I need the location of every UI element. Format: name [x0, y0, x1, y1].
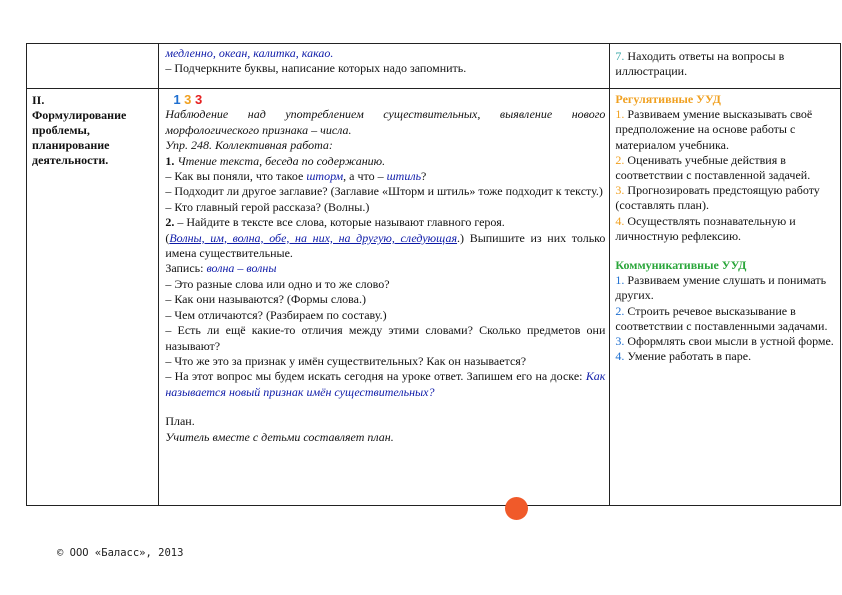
stage-title-line: деятельности. — [32, 153, 109, 167]
question-3: – Кто главный герой рассказа? (Волны.) — [165, 199, 370, 214]
uud-cell — [610, 89, 841, 506]
intro-text: Наблюдение над употреблением существительных, выявление нового морфологического признака – числа. — [165, 107, 606, 137]
activity-cell — [159, 89, 610, 506]
uud-cell — [610, 44, 841, 89]
plan-heading: План. — [165, 414, 195, 429]
list-item: 3. Оформлять свои мысли в устной форме. — [615, 334, 834, 349]
question-2: – Подходит ли другое заглавие? (Заглавие «Шторм и штиль» тоже подходит к тексту.) — [165, 184, 603, 199]
stage-cell-empty — [27, 44, 159, 89]
item-text: Находить ответы на вопросы в иллюстрации. — [615, 49, 785, 79]
question-1: – Как вы поняли, что такое шторм, а что – штиль? — [165, 169, 427, 184]
question-8: – Что же это за признак у имён существительных? Как он называется? — [165, 353, 527, 368]
question-9: – На этот вопрос мы будем искать сегодня на уроке ответ. Запишем его на доске: Как называется новый признак имён существительных? — [165, 369, 606, 399]
table-row — [27, 44, 841, 89]
question-7: – Есть ли ещё какие-то отличия между этими словами? Сколько предметов они называют? — [165, 323, 606, 353]
activity-cell — [159, 44, 610, 89]
item-number: 7. — [615, 49, 625, 63]
question-6: – Чем отличаются? (Разбираем по составу.) — [165, 307, 387, 322]
task-text: – Подчеркните буквы, написание которых надо запомнить. — [165, 61, 467, 76]
table-row — [27, 89, 841, 506]
page-marker-circle — [505, 497, 528, 520]
stage-number: II. — [32, 93, 45, 107]
stage-title-line: планирование — [32, 138, 110, 152]
question-4: – Это разные слова или одно и то же слово? — [165, 276, 390, 291]
stage-title-line: проблемы, — [32, 123, 90, 137]
stage-cell — [27, 89, 159, 506]
plan-note: Учитель вместе с детьми составляет план. — [165, 429, 394, 444]
number-orange: 3 — [184, 92, 192, 107]
communicative-heading: Коммуникативные УУД — [615, 258, 747, 273]
list-item: 1. Развиваем умение высказывать своё предположение на основе работы с материалом учебника. — [615, 107, 813, 152]
step-1: 1. Чтение текста, беседа по содержанию. — [165, 153, 386, 168]
regulatory-heading: Регулятивные УУД — [615, 92, 721, 106]
list-item: 4. Осуществлять познавательную и личностную рефлексию. — [615, 213, 796, 243]
step-2: 2. – Найдите в тексте все слова, которые называют главного героя. (Волны, им, волна, обе, на них, на другую, следующая.) Выпишите из них только имена существительные. — [165, 215, 606, 261]
record: Запись: волна – волны — [165, 261, 277, 276]
color-numbers — [173, 92, 605, 107]
word-list: медленно, океан, калитка, какао. — [165, 46, 334, 60]
stage-title-line: Формулирование — [32, 108, 127, 122]
lesson-table — [26, 43, 841, 506]
question-5: – Как они называются? (Формы слова.) — [165, 292, 367, 307]
number-blue: 1 — [173, 92, 181, 107]
exercise-title: Упр. 248. Коллективная работа: — [165, 138, 333, 153]
list-item: 3. Прогнозировать предстоящую работу (составлять план). — [615, 183, 820, 213]
list-item: 1. Развиваем умение слушать и понимать других. — [615, 273, 827, 303]
list-item: 4. Умение работать в паре. — [615, 349, 752, 364]
list-item: 2. Строить речевое высказывание в соответствии с поставленными задачами. — [615, 303, 828, 333]
list-item: 2. Оценивать учебные действия в соответствии с поставленной задачей. — [615, 152, 811, 183]
number-red: 3 — [195, 92, 203, 107]
copyright-footer: © ООО «Баласс», 2013 — [57, 547, 184, 559]
